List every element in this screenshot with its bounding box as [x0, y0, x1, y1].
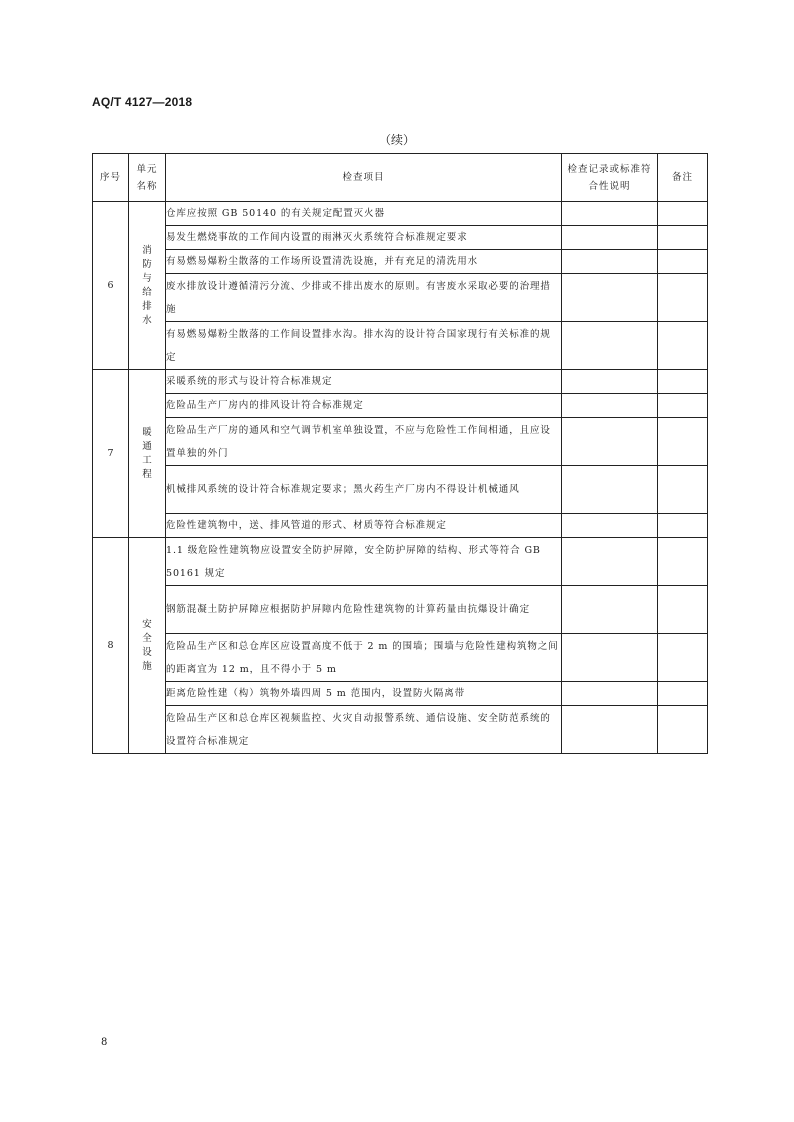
header-seq: 序号: [93, 154, 129, 202]
table-row: [93, 274, 708, 322]
remark-input-cell[interactable]: [658, 274, 708, 322]
remark-input-cell[interactable]: [658, 514, 708, 538]
table-row: [93, 418, 708, 466]
remark-input-cell[interactable]: [658, 466, 708, 514]
check-item-cell: 危险品生产区和总仓库区视频监控、火灾自动报警系统、通信设施、安全防范系统的设置符合标准规定: [166, 706, 562, 754]
remark-input-cell[interactable]: [658, 202, 708, 226]
remark-input-cell[interactable]: [658, 322, 708, 370]
check-item-cell: 废水排放设计遵循清污分流、少排或不排出废水的原则。有害废水采取必要的治理措施: [166, 274, 562, 322]
check-item-cell: 距离危险性建（构）筑物外墙四周 5 m 范围内，设置防火隔离带: [166, 682, 562, 706]
seq-cell: 6: [93, 202, 129, 370]
seq-cell: 7: [93, 370, 129, 538]
check-item-cell: 钢筋混凝土防护屏障应根据防护屏障内危险性建筑物的计算药量由抗爆设计确定: [166, 586, 562, 634]
unit-name-cell: [129, 370, 166, 538]
remark-input-cell[interactable]: [658, 538, 708, 586]
record-input-cell[interactable]: [562, 274, 658, 322]
record-input-cell[interactable]: [562, 250, 658, 274]
record-input-cell[interactable]: [562, 682, 658, 706]
table-header-row: [93, 154, 708, 202]
record-input-cell[interactable]: [562, 466, 658, 514]
table-row: [93, 706, 708, 754]
inspection-table: [92, 153, 708, 754]
check-item-cell: 机械排风系统的设计符合标准规定要求；黑火药生产厂房内不得设计机械通风: [166, 466, 562, 514]
check-item-cell: 仓库应按照 GB 50140 的有关规定配置灭火器: [166, 202, 562, 226]
check-item-cell: 有易燃易爆粉尘散落的工作间设置排水沟。排水沟的设计符合国家现行有关标准的规定: [166, 322, 562, 370]
check-item-cell: 易发生燃烧事故的工作间内设置的雨淋灭火系统符合标准规定要求: [166, 226, 562, 250]
record-input-cell[interactable]: [562, 322, 658, 370]
remark-input-cell[interactable]: [658, 394, 708, 418]
table-row: [93, 514, 708, 538]
remark-input-cell[interactable]: [658, 250, 708, 274]
table-row: [93, 370, 708, 394]
header-unit-name: 单元名称: [129, 154, 166, 202]
check-item-cell: 1.1 级危险性建筑物应设置安全防护屏障，安全防护屏障的结构、形式等符合 GB 50161 规定: [166, 538, 562, 586]
table-row: [93, 226, 708, 250]
record-input-cell[interactable]: [562, 634, 658, 682]
check-item-cell: 采暖系统的形式与设计符合标准规定: [166, 370, 562, 394]
header-item: 检查项目: [166, 154, 562, 202]
table-row: [93, 538, 708, 586]
table-row: [93, 466, 708, 514]
table-row: [93, 586, 708, 634]
unit-name-text: 暖通工程: [142, 426, 152, 480]
check-item-cell: 危险品生产厂房内的排风设计符合标准规定: [166, 394, 562, 418]
unit-name-cell: [129, 538, 166, 754]
header-record: 检查记录或标准符合性说明: [562, 154, 658, 202]
table-row: [93, 634, 708, 682]
remark-input-cell[interactable]: [658, 682, 708, 706]
table-row: [93, 394, 708, 418]
remark-input-cell[interactable]: [658, 418, 708, 466]
record-input-cell[interactable]: [562, 394, 658, 418]
record-input-cell[interactable]: [562, 202, 658, 226]
table-body: [93, 202, 708, 754]
table-row: [93, 682, 708, 706]
check-item-cell: 危险性建筑物中，送、排风管道的形式、材质等符合标准规定: [166, 514, 562, 538]
page-number: 8: [101, 1037, 108, 1048]
record-input-cell[interactable]: [562, 418, 658, 466]
remark-input-cell[interactable]: [658, 226, 708, 250]
check-item-cell: 危险品生产厂房的通风和空气调节机室单独设置，不应与危险性工作间相通，且应设置单独的外门: [166, 418, 562, 466]
record-input-cell[interactable]: [562, 538, 658, 586]
unit-name-text: 安全设施: [142, 618, 152, 672]
table-row: [93, 202, 708, 226]
header-remark: 备注: [658, 154, 708, 202]
record-input-cell[interactable]: [562, 586, 658, 634]
continued-label: （续）: [378, 133, 415, 147]
remark-input-cell[interactable]: [658, 586, 708, 634]
table-row: [93, 250, 708, 274]
table-row: [93, 322, 708, 370]
record-input-cell[interactable]: [562, 226, 658, 250]
record-input-cell[interactable]: [562, 370, 658, 394]
record-input-cell[interactable]: [562, 514, 658, 538]
check-item-cell: 有易燃易爆粉尘散落的工作场所设置清洗设施，并有充足的清洗用水: [166, 250, 562, 274]
remark-input-cell[interactable]: [658, 634, 708, 682]
unit-name-cell: [129, 202, 166, 370]
remark-input-cell[interactable]: [658, 370, 708, 394]
standard-code: AQ/T 4127—2018: [92, 95, 193, 109]
seq-cell: 8: [93, 538, 129, 754]
remark-input-cell[interactable]: [658, 706, 708, 754]
record-input-cell[interactable]: [562, 706, 658, 754]
check-item-cell: 危险品生产区和总仓库区应设置高度不低于 2 m 的围墙；围墙与危险性建构筑物之间的距离宜为 12 m，且不得小于 5 m: [166, 634, 562, 682]
unit-name-text: 消防与给排水: [142, 244, 152, 326]
